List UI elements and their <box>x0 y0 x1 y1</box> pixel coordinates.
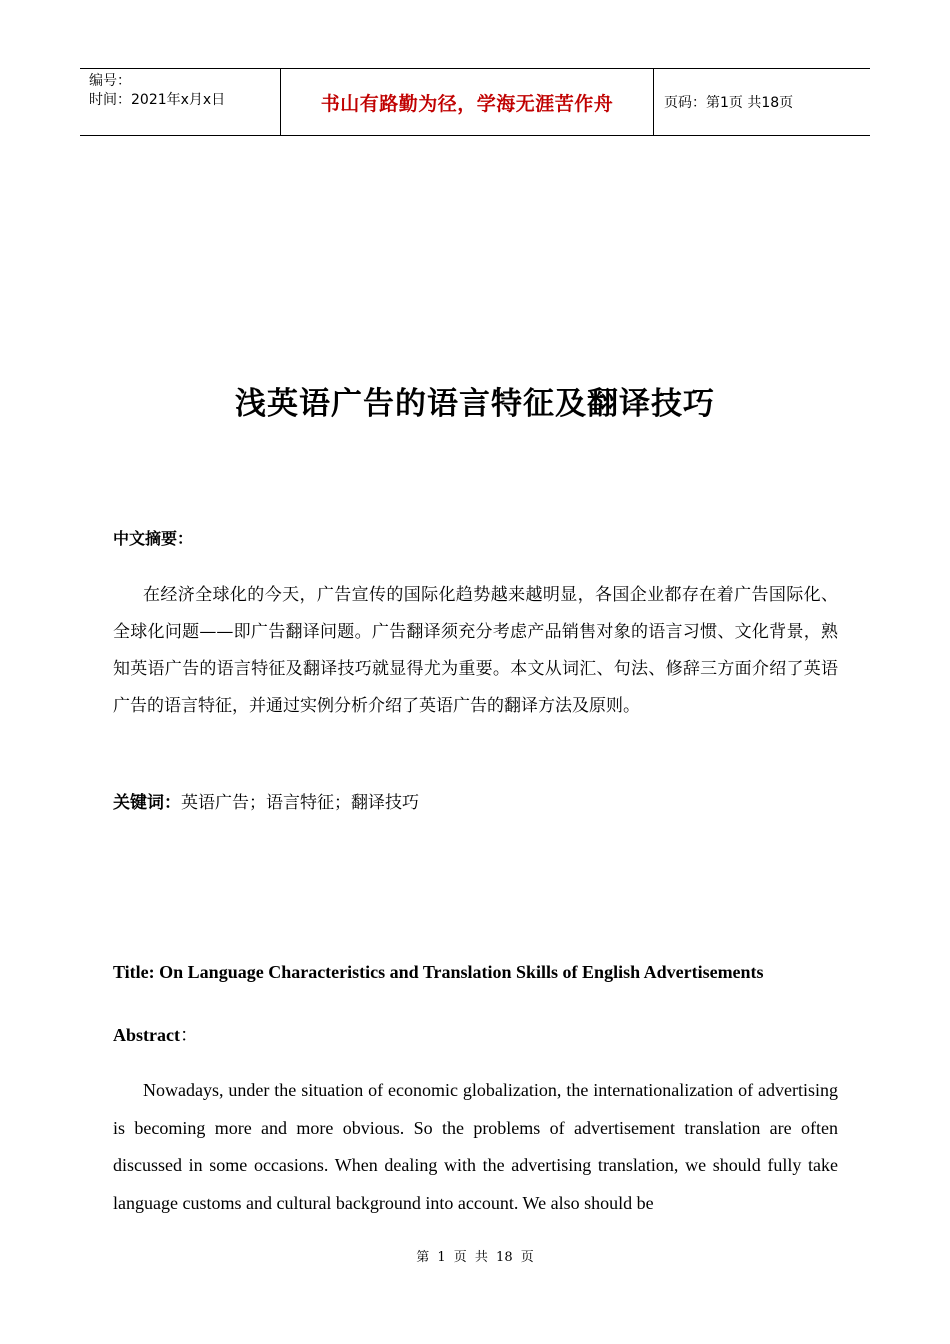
header-page-info: 页码：第1页 共18页 <box>664 95 794 111</box>
keywords-label: 关键词： <box>113 793 181 813</box>
header-motto-cell <box>281 69 654 135</box>
keywords-value: 英语广告；语言特征；翻译技巧 <box>181 793 419 813</box>
header-table <box>80 68 870 136</box>
document-number-label: 编号： <box>89 73 131 89</box>
header-motto: 书山有路勤为径，学海无涯苦作舟 <box>320 92 614 115</box>
english-title: Title: On Language Characteristics and Translation Skills of English Advertisements <box>113 962 764 982</box>
en-abstract-heading-colon: ： <box>179 1025 198 1045</box>
cn-abstract-heading: 中文摘要： <box>113 529 194 548</box>
document-time-label: 时间：2021年x月x日 <box>89 92 226 108</box>
header-page-cell <box>654 69 870 135</box>
page-footer: 第 1 页 共 18 页 <box>416 1250 534 1265</box>
cn-abstract-paragraph: 在经济全球化的今天，广告宣传的国际化趋势越来越明显，各国企业都存在着广告国际化、全球化问题——即广告翻译问题。广告翻译须充分考虑产品销售对象的语言习惯、文化背景，熟知英语广告的语言特征及翻译技巧就显得尤为重要。本文从词汇、句法、修辞三方面介绍了英语广告的语言特征，并通过实例分析介绍了英语广告的翻译方法及原则。 <box>113 585 838 716</box>
document-title: 浅英语广告的语言特征及翻译技巧 <box>235 386 715 422</box>
keywords-line <box>113 788 419 813</box>
en-abstract-heading-text: Abstract <box>113 1025 180 1045</box>
header-meta-cell <box>80 69 281 135</box>
en-abstract-heading <box>113 1021 198 1047</box>
en-abstract-paragraph: Nowadays, under the situation of economic globalization, the internationalization of advertising is becoming more and more obvious. So the problems of advertisement translation are often discussed in some occasions. When dealing with the advertising translation, we should fully take language customs and cultural background into account. We also should be <box>113 1080 838 1213</box>
